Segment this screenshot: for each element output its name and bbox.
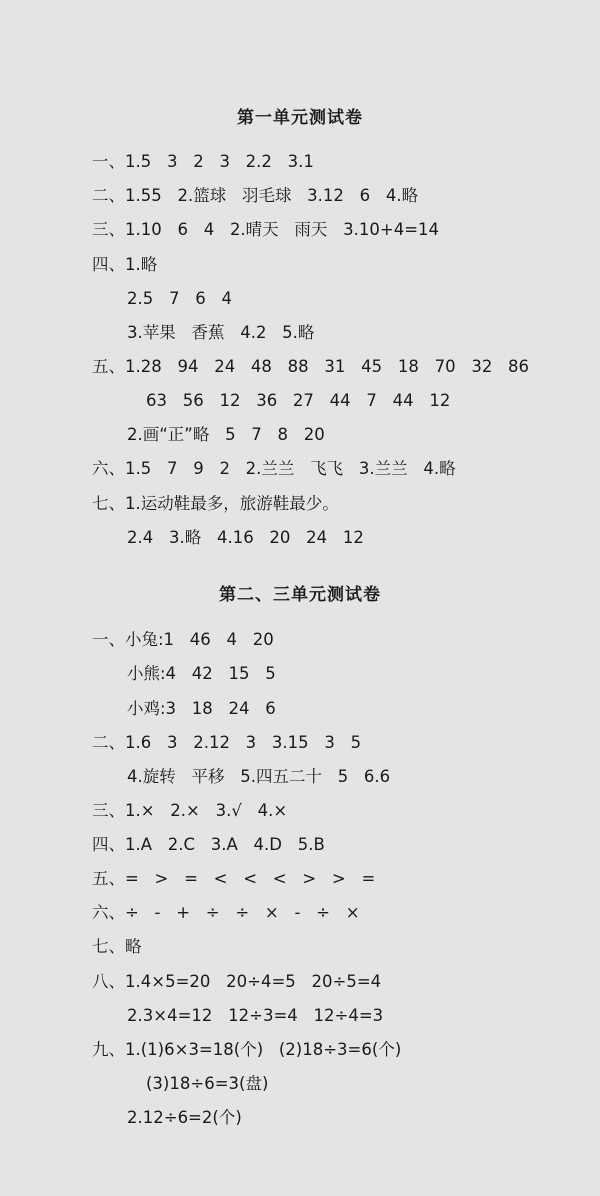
unit23-line-10: 七、略 (92, 937, 142, 956)
unit23-line-9: 六、÷ - + ÷ ÷ × - ÷ × (92, 903, 360, 922)
unit1-line-9: 2.画“正”略 5 7 8 20 (127, 425, 325, 444)
unit23-line-5: 4.旋转 平移 5.四五二十 5 6.6 (127, 767, 391, 786)
unit23-line-2: 小熊:4 42 15 5 (127, 664, 276, 683)
unit23-line-13: 九、1.(1)6×3=18(个) (2)18÷3=6(个) (92, 1040, 402, 1059)
unit23-line-1: 一、小兔:1 46 4 20 (92, 630, 274, 649)
unit23-line-12: 2.3×4=12 12÷3=4 12÷4=3 (127, 1006, 384, 1025)
unit23-line-3: 小鸡:3 18 24 6 (127, 699, 276, 718)
unit1-line-4: 四、1.略 (92, 255, 158, 274)
unit1-line-6: 3.苹果 香蕉 4.2 5.略 (127, 323, 315, 342)
unit1-title: 第一单元测试卷 (237, 108, 363, 128)
unit1-line-5: 2.5 7 6 4 (127, 289, 232, 308)
unit1-line-1: 一、1.5 3 2 3 2.2 3.1 (92, 152, 314, 171)
unit1-line-7: 五、1.28 94 24 48 88 31 45 18 70 32 86 (92, 357, 530, 376)
unit23-line-7: 四、1.A 2.C 3.A 4.D 5.B (92, 835, 325, 854)
unit1-line-10: 六、1.5 7 9 2 2.兰兰 飞飞 3.兰兰 4.略 (92, 459, 456, 478)
unit1-line-8: 63 56 12 36 27 44 7 44 12 (146, 391, 451, 410)
unit23-line-11: 八、1.4×5=20 20÷4=5 20÷5=4 (92, 972, 382, 991)
unit23-line-8: 五、= > = < < < > > = (92, 869, 376, 888)
unit23-line-4: 二、1.6 3 2.12 3 3.15 3 5 (92, 733, 362, 752)
unit1-line-11: 七、1.运动鞋最多，旅游鞋最少。 (92, 494, 339, 513)
unit23-line-15: 2.12÷6=2(个) (127, 1108, 242, 1127)
unit23-line-14: (3)18÷6=3(盘) (146, 1074, 269, 1093)
unit23-line-6: 三、1.× 2.× 3.√ 4.× (92, 801, 288, 820)
unit23-title: 第二、三单元测试卷 (219, 585, 381, 605)
unit1-line-12: 2.4 3.略 4.16 20 24 12 (127, 528, 364, 547)
unit1-line-2: 二、1.55 2.篮球 羽毛球 3.12 6 4.略 (92, 186, 419, 205)
unit1-line-3: 三、1.10 6 4 2.晴天 雨天 3.10+4=14 (92, 220, 440, 239)
